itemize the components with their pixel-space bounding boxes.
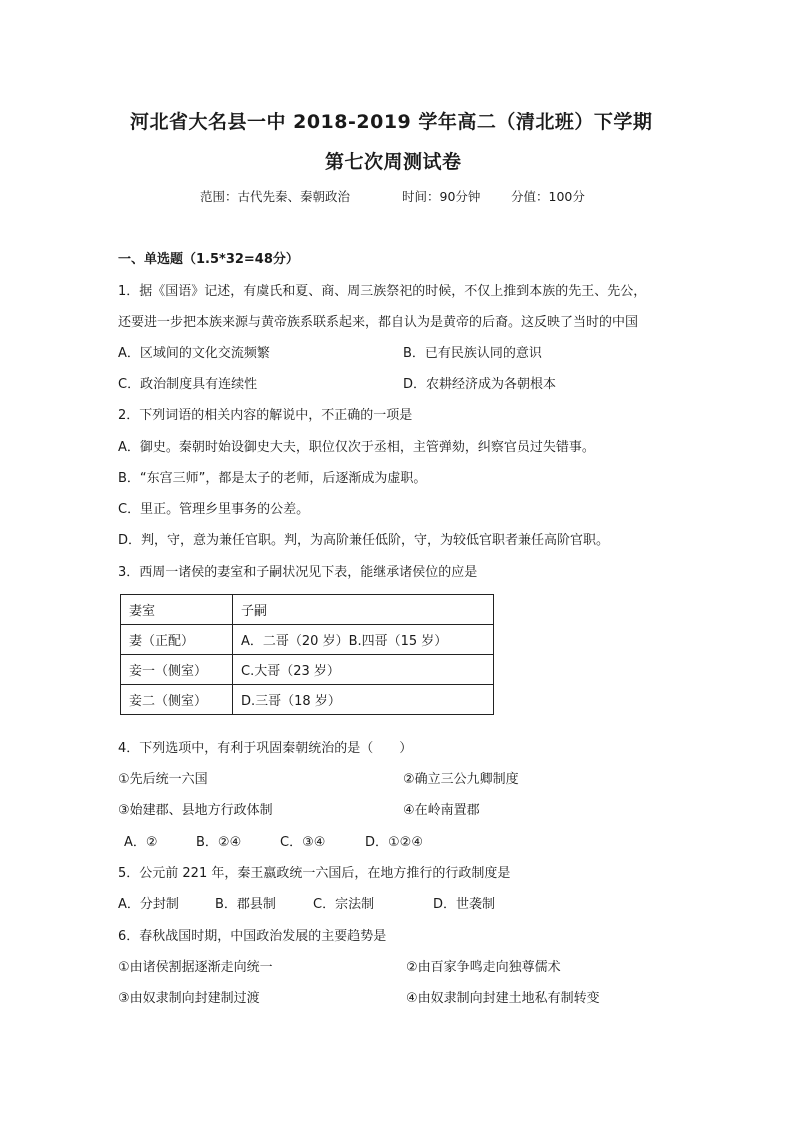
q2-option-d: D．判，守，意为兼任官职。判，为高阶兼任低阶，守，为较低官职者兼任高阶官职。 [118,533,610,548]
q2-option-c: C．里正。管理乡里事务的公差。 [118,502,310,517]
table-cell: 妾二（侧室） [121,685,233,715]
q1-option-d: D．农耕经济成为各朝根本 [403,377,557,392]
q3-table [120,594,494,715]
q1-option-b: B．已有民族认同的意识 [403,346,542,361]
q4-option-c: C．③④ [280,835,326,850]
q4-option-d: D．①②④ [365,835,423,850]
q6-item-3: ③由奴隶制向封建制过渡 [118,991,260,1006]
exam-range: 范围：古代先秦、秦朝政治 [200,189,351,204]
q5-option-b: B．郡县制 [215,897,276,912]
q2-stem: 2．下列词语的相关内容的解说中，不正确的一项是 [118,408,413,423]
q5-option-c: C．宗法制 [313,897,375,912]
section-heading: 一、单选题（1.5*32=48分） [118,252,299,267]
q3-stem: 3．西周一诸侯的妻室和子嗣状况见下表，能继承诸侯位的应是 [118,565,478,580]
table-header-cell: 子嗣 [233,595,494,625]
page-title-line1: 河北省大名县一中 2018-2019 学年高二（清北班）下学期 [130,111,653,133]
table-row [121,685,494,715]
q6-stem: 6．春秋战国时期，中国政治发展的主要趋势是 [118,929,387,944]
page-title-line2: 第七次周测试卷 [325,151,462,173]
q4-item-2: ②确立三公九卿制度 [403,772,519,787]
q4-item-4: ④在岭南置郡 [403,803,480,818]
table-cell: 妻（正配） [121,625,233,655]
q2-option-a: A．御史。秦朝时始设御史大夫，职位仅次于丞相，主管弹劾，纠察官员过失错事。 [118,440,595,455]
q6-item-1: ①由诸侯割据逐渐走向统一 [118,960,273,975]
table-cell: C.大哥（23 岁） [233,655,494,685]
table-header-row [121,595,494,625]
table-cell: D.三哥（18 岁） [233,685,494,715]
table-cell: A．二哥（20 岁）B.四哥（15 岁） [233,625,494,655]
q4-option-b: B．②④ [196,835,242,850]
table-row [121,655,494,685]
q1-option-a: A．区域间的文化交流频繁 [118,346,270,361]
q1-stem-line1: 1．据《国语》记述，有虞氏和夏、商、周三族祭祀的时候，不仅上推到本族的先王、先公， [118,284,647,299]
q1-option-c: C．政治制度具有连续性 [118,377,258,392]
table-header-cell: 妻室 [121,595,233,625]
table-row [121,625,494,655]
table-cell: 妾一（侧室） [121,655,233,685]
q6-item-2: ②由百家争鸣走向独尊儒术 [406,960,561,975]
q5-option-d: D．世袭制 [433,897,496,912]
q4-option-a: A．② [124,835,158,850]
exam-score: 分值：100分 [511,189,585,204]
q2-option-b: B．“东宫三师”，都是太子的老师，后逐渐成为虚职。 [118,471,427,486]
q4-stem: 4．下列选项中，有利于巩固秦朝统治的是（ ） [118,741,413,756]
q4-item-1: ①先后统一六国 [118,772,208,787]
q1-stem-line2: 还要进一步把本族来源与黄帝族系联系起来，都自认为是黄帝的后裔。这反映了当时的中国 [118,315,639,330]
q5-stem: 5．公元前 221 年，秦王嬴政统一六国后，在地方推行的行政制度是 [118,866,511,881]
q5-option-a: A．分封制 [118,897,179,912]
exam-time: 时间：90分钟 [402,189,481,204]
q6-item-4: ④由奴隶制向封建土地私有制转变 [406,991,600,1006]
q4-item-3: ③始建郡、县地方行政体制 [118,803,273,818]
